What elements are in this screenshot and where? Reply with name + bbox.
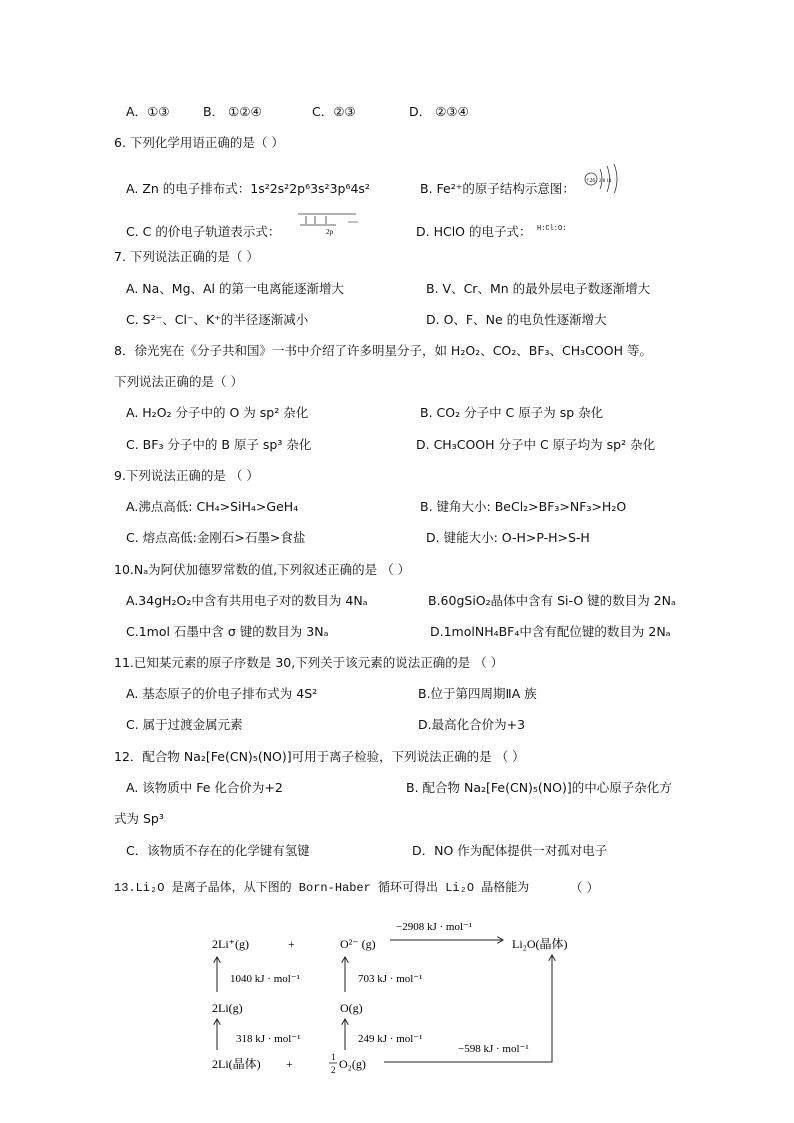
- q12-option-b-continued: 式为 Sp³: [114, 811, 164, 826]
- q7-stem: 7. 下列说法正确的是（ ）: [114, 249, 259, 264]
- q13-answer-bracket: （ ）: [570, 880, 599, 895]
- atom-structure-diagram: [582, 163, 632, 193]
- q11-option-c: C. 属于过渡金属元素: [126, 717, 243, 732]
- species-o-g: O(g): [340, 1001, 363, 1015]
- q6-option-d: D. HClO 的电子式：: [416, 224, 532, 239]
- q12-stem: 12．配合物 Na₂[Fe(CN)₅(NO)]可用于离子检验，下列说法正确的是 （ ）: [114, 749, 525, 764]
- plus-sign-top: +: [288, 937, 295, 951]
- q8-option-c: C. BF₃ 分子中的 B 原子 sp³ 杂化: [126, 437, 312, 452]
- q12-option-a: A. 该物质中 Fe 化合价为+2: [126, 780, 283, 795]
- q12-option-b: B. 配合物 Na₂[Fe(CN)₅(NO)]的中心原子杂化方: [406, 780, 672, 795]
- species-2li-crystal: 2Li(晶体): [212, 1057, 261, 1071]
- hclo-electron-formula: H:Cl:O:: [537, 225, 567, 233]
- born-haber-cycle-diagram: [200, 910, 580, 1080]
- svg-text:2p: 2p: [326, 228, 333, 236]
- q11-option-b: B.位于第四周期ⅡA 族: [418, 686, 537, 701]
- q8-option-b: B. CO₂ 分子中 C 原子为 sp 杂化: [420, 405, 604, 420]
- q11-option-d: D.最高化合价为+3: [418, 717, 526, 732]
- svg-text:2 8 14: 2 8 14: [599, 179, 612, 184]
- q6-option-c: C. C 的价电子轨道表示式：: [126, 224, 281, 239]
- q10-option-d: D.1molNH₄BF₄中含有配位键的数目为 2Nₐ: [430, 624, 671, 639]
- q8-stem-line2: 下列说法正确的是（ ）: [114, 374, 243, 389]
- q5-option-c: C．②③: [312, 104, 356, 119]
- q9-option-b: B. 键角大小: BeCl₂>BF₃>NF₃>H₂O: [420, 499, 627, 514]
- species-2li-plus-g: 2Li⁺(g): [212, 937, 249, 951]
- species-o2-minus-g: O²⁻ (g): [340, 937, 376, 951]
- ionization-energy-li: 1040 kJ · mol⁻¹: [230, 973, 300, 985]
- q13-stem: 13.Li₂O 是离子晶体，从下图的 Born-Haber 循环可得出 Li₂O 晶格能为: [114, 881, 530, 895]
- fraction-numerator: 1: [331, 1052, 336, 1062]
- q7-option-c: C. S²⁻、Cl⁻、K⁺的半径逐渐减小: [126, 312, 309, 327]
- q9-stem: 9.下列说法正确的是 （ ）: [114, 468, 259, 483]
- species-2li-g: 2Li(g): [212, 1001, 243, 1015]
- q9-option-c: C. 熔点高低:金刚石>石墨>食盐: [126, 530, 306, 545]
- q6-option-b: B. Fe²⁺的原子结构示意图：: [420, 181, 575, 196]
- q5-option-d: D． ②③④: [409, 104, 469, 119]
- q8-option-a: A. H₂O₂ 分子中的 O 为 sp² 杂化: [126, 405, 309, 420]
- q7-option-a: A. Na、Mg、Al 的第一电离能逐渐增大: [126, 281, 345, 296]
- q6-option-a: A. Zn 的电子排布式：1s²2s²2p⁶3s²3p⁶4s²: [126, 181, 370, 196]
- species-li2o-crystal: Li₂O(晶体): [512, 937, 568, 951]
- lattice-energy-value: −2908 kJ · mol⁻¹: [396, 921, 473, 933]
- q5-option-a: A．①③: [126, 104, 170, 119]
- formation-enthalpy-value: −598 kJ · mol⁻¹: [458, 1043, 529, 1055]
- q7-option-b: B. V、Cr、Mn 的最外层电子数逐渐增大: [426, 281, 651, 296]
- q5-option-b: B． ①②④: [203, 104, 262, 119]
- q12-option-c: C．该物质不存在的化学键有氢键: [126, 843, 310, 858]
- q12-option-d: D．NO 作为配体提供一对孤对电子: [412, 843, 608, 858]
- orbital-box-diagram: [296, 210, 366, 236]
- q8-stem-line1: 8．徐光宪在《分子共和国》一书中介绍了许多明星分子，如 H₂O₂、CO₂、BF₃、CH₃COOH 等。: [114, 343, 652, 358]
- q9-option-d: D. 键能大小: O-H>P-H>S-H: [426, 530, 590, 545]
- fraction-denominator: 2: [331, 1065, 336, 1075]
- electron-affinity-o: 703 kJ · mol⁻¹: [358, 973, 423, 985]
- q10-option-a: A.34gH₂O₂中含有共用电子对的数目为 4Nₐ: [126, 593, 368, 608]
- q7-option-d: D. O、F、Ne 的电负性逐渐增大: [426, 312, 607, 327]
- q11-stem: 11.已知某元素的原子序数是 30,下列关于该元素的说法正确的是 （ ）: [114, 655, 504, 670]
- dissociation-energy-o2: 249 kJ · mol⁻¹: [358, 1033, 423, 1045]
- q8-option-d: D. CH₃COOH 分子中 C 原子均为 sp² 杂化: [416, 437, 656, 452]
- species-o2-g: O₂(g): [339, 1057, 366, 1071]
- svg-text:+26: +26: [586, 178, 596, 184]
- q11-option-a: A. 基态原子的价电子排布式为 4S²: [126, 686, 318, 701]
- sublimation-energy-li: 318 kJ · mol⁻¹: [236, 1033, 301, 1045]
- q6-stem: 6. 下列化学用语正确的是（ ）: [114, 135, 284, 150]
- plus-sign-bottom: +: [286, 1057, 293, 1071]
- q10-option-c: C.1mol 石墨中含 σ 键的数目为 3Nₐ: [126, 624, 329, 639]
- q10-stem: 10.Nₐ为阿伏加德罗常数的值,下列叙述正确的是 （ ）: [114, 562, 411, 577]
- q9-option-a: A.沸点高低: CH₄>SiH₄>GeH₄: [126, 499, 299, 514]
- q10-option-b: B.60gSiO₂晶体中含有 Si-O 键的数目为 2Nₐ: [428, 593, 676, 608]
